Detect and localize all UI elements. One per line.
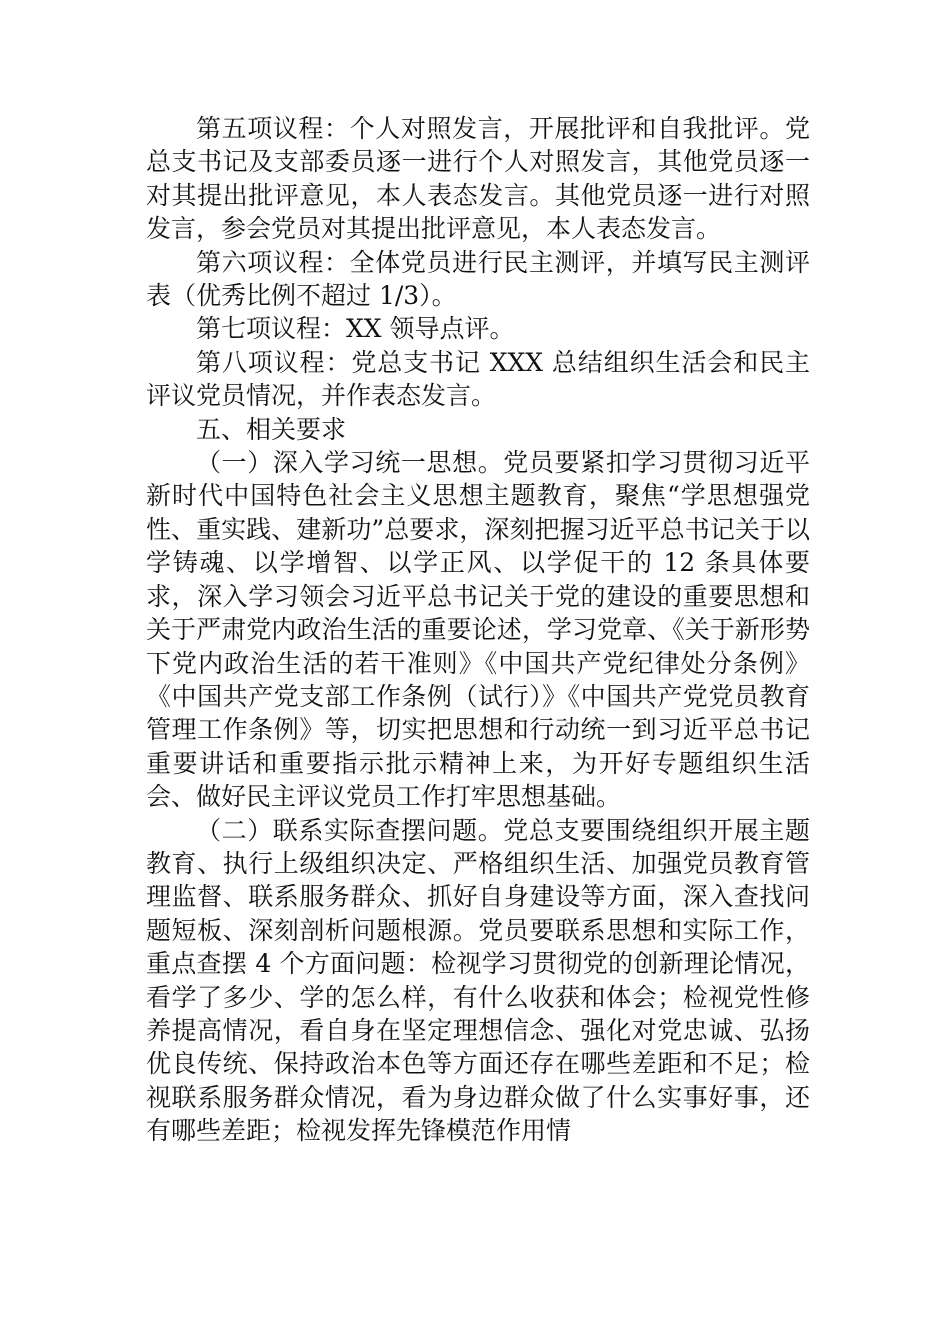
section-heading: 五、相关要求 xyxy=(196,414,347,444)
agenda-item-5-paragraph: 第五项议程：个人对照发言，开展批评和自我批评。党总支书记及支部委员逐一进行个人对照发言，其他党员逐一对其提出批评意见，本人表态发言。其他党员逐一进行对照发言，参会党员对其提出批评意见，本人表态发言。 xyxy=(146,114,810,244)
agenda-item-7-paragraph: 第七项议程：XX 领导点评。 xyxy=(196,314,515,344)
requirement-1-paragraph: （一）深入学习统一思想。党员要紧扣学习贯彻习近平新时代中国特色社会主义思想主题教育，聚焦“学思想强党性、重实践、建新功”总要求，深刻把握习近平总书记关于以学铸魂、以学增智、以学正风、以学促干的 12 条具体要求，深入学习领会习近平总书记关于党的建设的重要思想和关于严肃党内政治生活的重要论述，学习党章、《关于新形势下党内政治生活的若干准则》《中国共产党纪律处分条例》《中国共产党支部工作条例（试行）》《中国共产党党员教育管理工作条例》等，切实把思想和行动统一到习近平总书记重要讲话和重要指示批示精神上来，为开好专题组织生活会、做好民主评议党员工作打牢思想基础。 xyxy=(146,448,810,812)
requirement-2-paragraph: （二）联系实际查摆问题。党总支要围绕组织开展主题教育、执行上级组织决定、严格组织生活、加强党员教育管理监督、联系服务群众、抓好自身建设等方面，深入查找问题短板、深刻剖析问题根源。党员要联系思想和实际工作，重点查摆 4 个方面问题：检视学习贯彻党的创新理论情况，看学了多少、学的怎么样，有什么收获和体会；检视党性修养提高情况，看自身在坚定理想信念、强化对党忠诚、弘扬优良传统、保持政治本色等方面还存在哪些差距和不足；检视联系服务群众情况，看为身边群众做了什么实事好事，还有哪些差距；检视发挥先锋模范作用情 xyxy=(146,815,810,1146)
agenda-item-8-paragraph: 第八项议程：党总支书记 XXX 总结组织生活会和民主评议党员情况，并作表态发言。 xyxy=(146,347,810,411)
document-body xyxy=(146,112,810,1148)
agenda-item-6-paragraph: 第六项议程：全体党员进行民主测评，并填写民主测评表（优秀比例不超过 1/3）。 xyxy=(146,247,810,311)
